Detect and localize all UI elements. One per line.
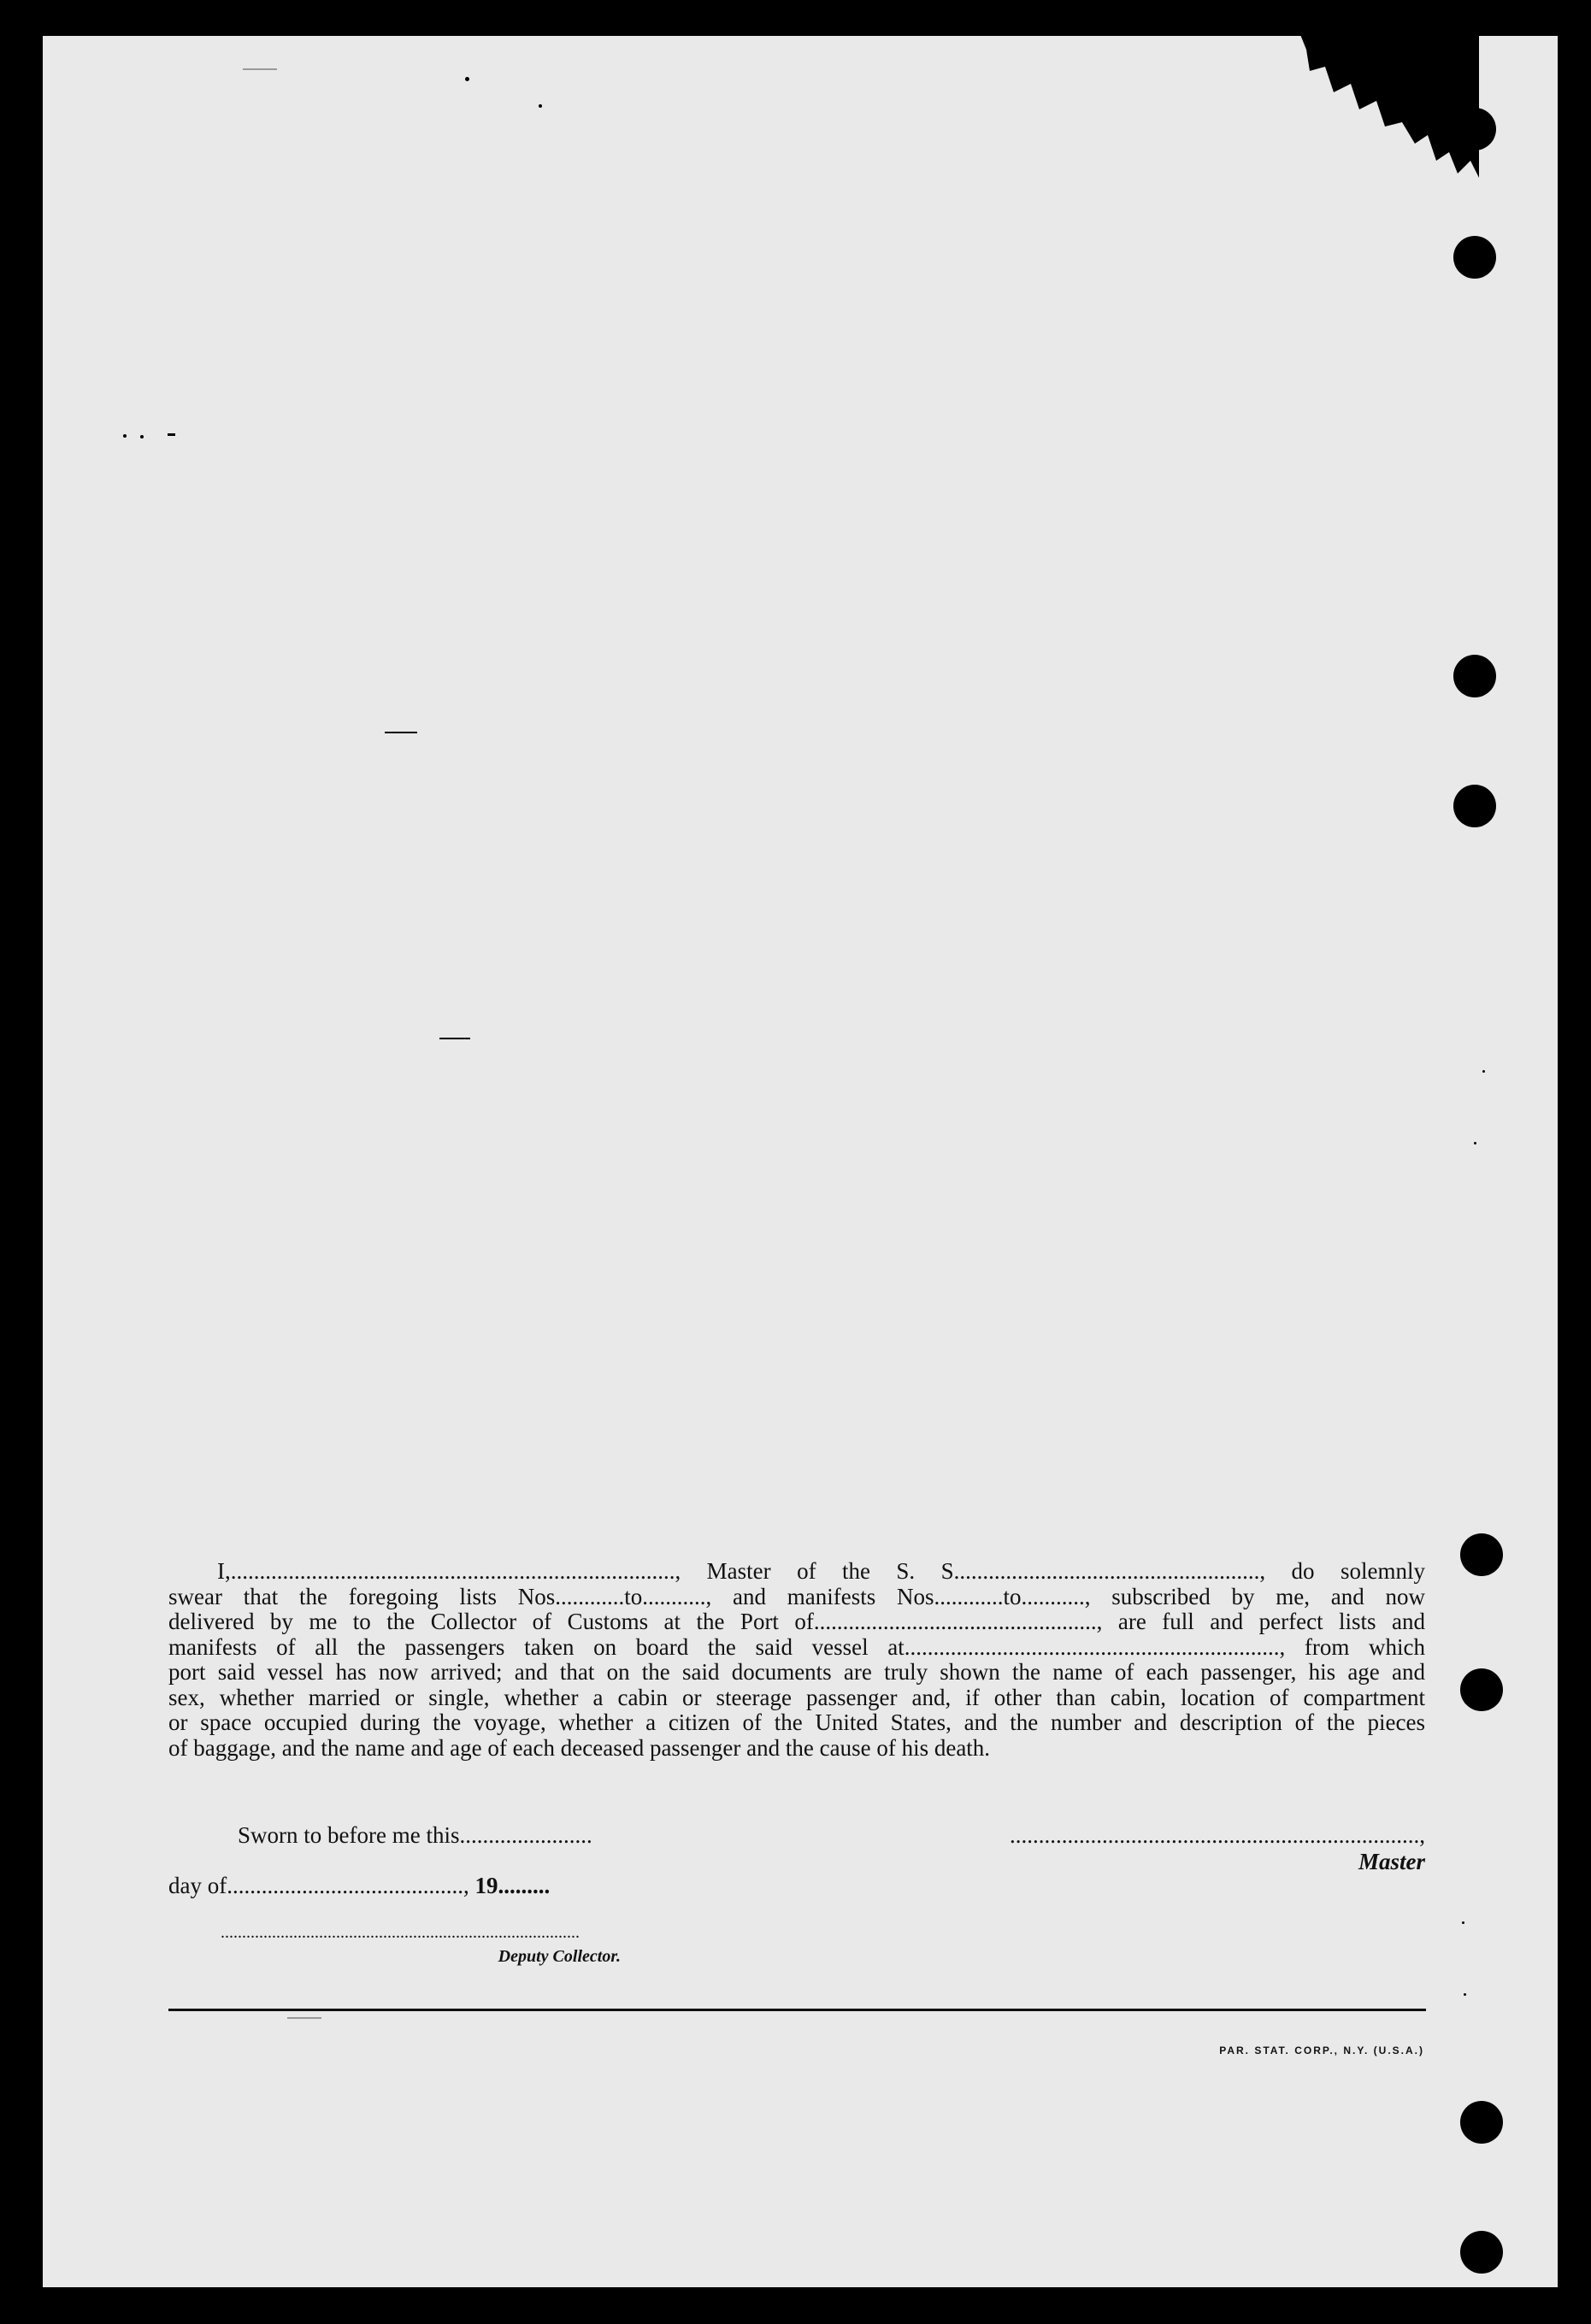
speck: [465, 77, 469, 81]
punch-hole: [1453, 236, 1496, 279]
speck: [1464, 1993, 1466, 1996]
oath-line: or space occupied during the voyage, whether a citizen of the United States, and the number and description of the pieces: [168, 1709, 1425, 1735]
speck: [1474, 1142, 1476, 1144]
oath-line: port said vessel has now arrived; and that on the said documents are truly shown the name of each passenger, his age and: [168, 1659, 1425, 1685]
speck: [439, 1038, 470, 1039]
punch-hole: [1460, 1533, 1503, 1576]
document-page: [43, 36, 1558, 2287]
speck: [385, 732, 417, 733]
oath-line: swear that the foregoing lists Nos............to..........., and manifests Nos............to..........., subscribed by me, and now: [168, 1583, 1425, 1609]
sworn-label: Sworn to before me this.......................: [238, 1822, 592, 1848]
oath-line: delivered by me to the Collector of Customs at the Port of................................................., are full and perfect lists and: [168, 1609, 1425, 1634]
punch-hole: [1453, 785, 1496, 827]
oath-paragraph: [168, 1559, 1425, 1761]
master-label: Master: [1358, 1849, 1425, 1874]
oath-line: I,............................................................................., Master of the S. S....................................................., do solemnly: [217, 1558, 1425, 1584]
speck: [539, 104, 542, 108]
master-signature-line: [949, 1822, 1425, 1875]
speck: [140, 435, 144, 438]
punch-hole: [1453, 108, 1496, 150]
punch-hole: [1460, 1668, 1503, 1711]
speck: [123, 434, 127, 438]
torn-corner: [1299, 32, 1479, 178]
printer-imprint: PAR. STAT. CORP., N.Y. (U.S.A.): [1219, 2045, 1424, 2056]
deputy-collector-label: Deputy Collector.: [498, 1947, 621, 1966]
speck: [243, 68, 277, 70]
punch-hole: [1460, 2101, 1503, 2144]
year-label: 19.........: [474, 1873, 551, 1898]
day-label: day of.........................................,: [168, 1873, 469, 1898]
horizontal-rule: [168, 2009, 1426, 2011]
deputy-signature-dots: ....................................................................................: [221, 1923, 580, 1942]
speck: [1462, 1921, 1464, 1924]
punch-hole: [1460, 2231, 1503, 2274]
oath-line: sex, whether married or single, whether a cabin or steerage passenger and, if other than cabin, location of compartment: [168, 1684, 1425, 1710]
speck: [1482, 1070, 1485, 1073]
master-signature-dots: .......................................................................,: [1010, 1822, 1425, 1848]
oath-line: manifests of all the passengers taken on board the said vessel at................................................................., from which: [168, 1633, 1425, 1660]
speck: [168, 433, 175, 436]
punch-hole: [1453, 655, 1496, 697]
speck: [287, 2017, 321, 2019]
day-line: [168, 1873, 550, 1899]
oath-line: of baggage, and the name and age of each deceased passenger and the cause of his death.: [168, 1734, 991, 1761]
